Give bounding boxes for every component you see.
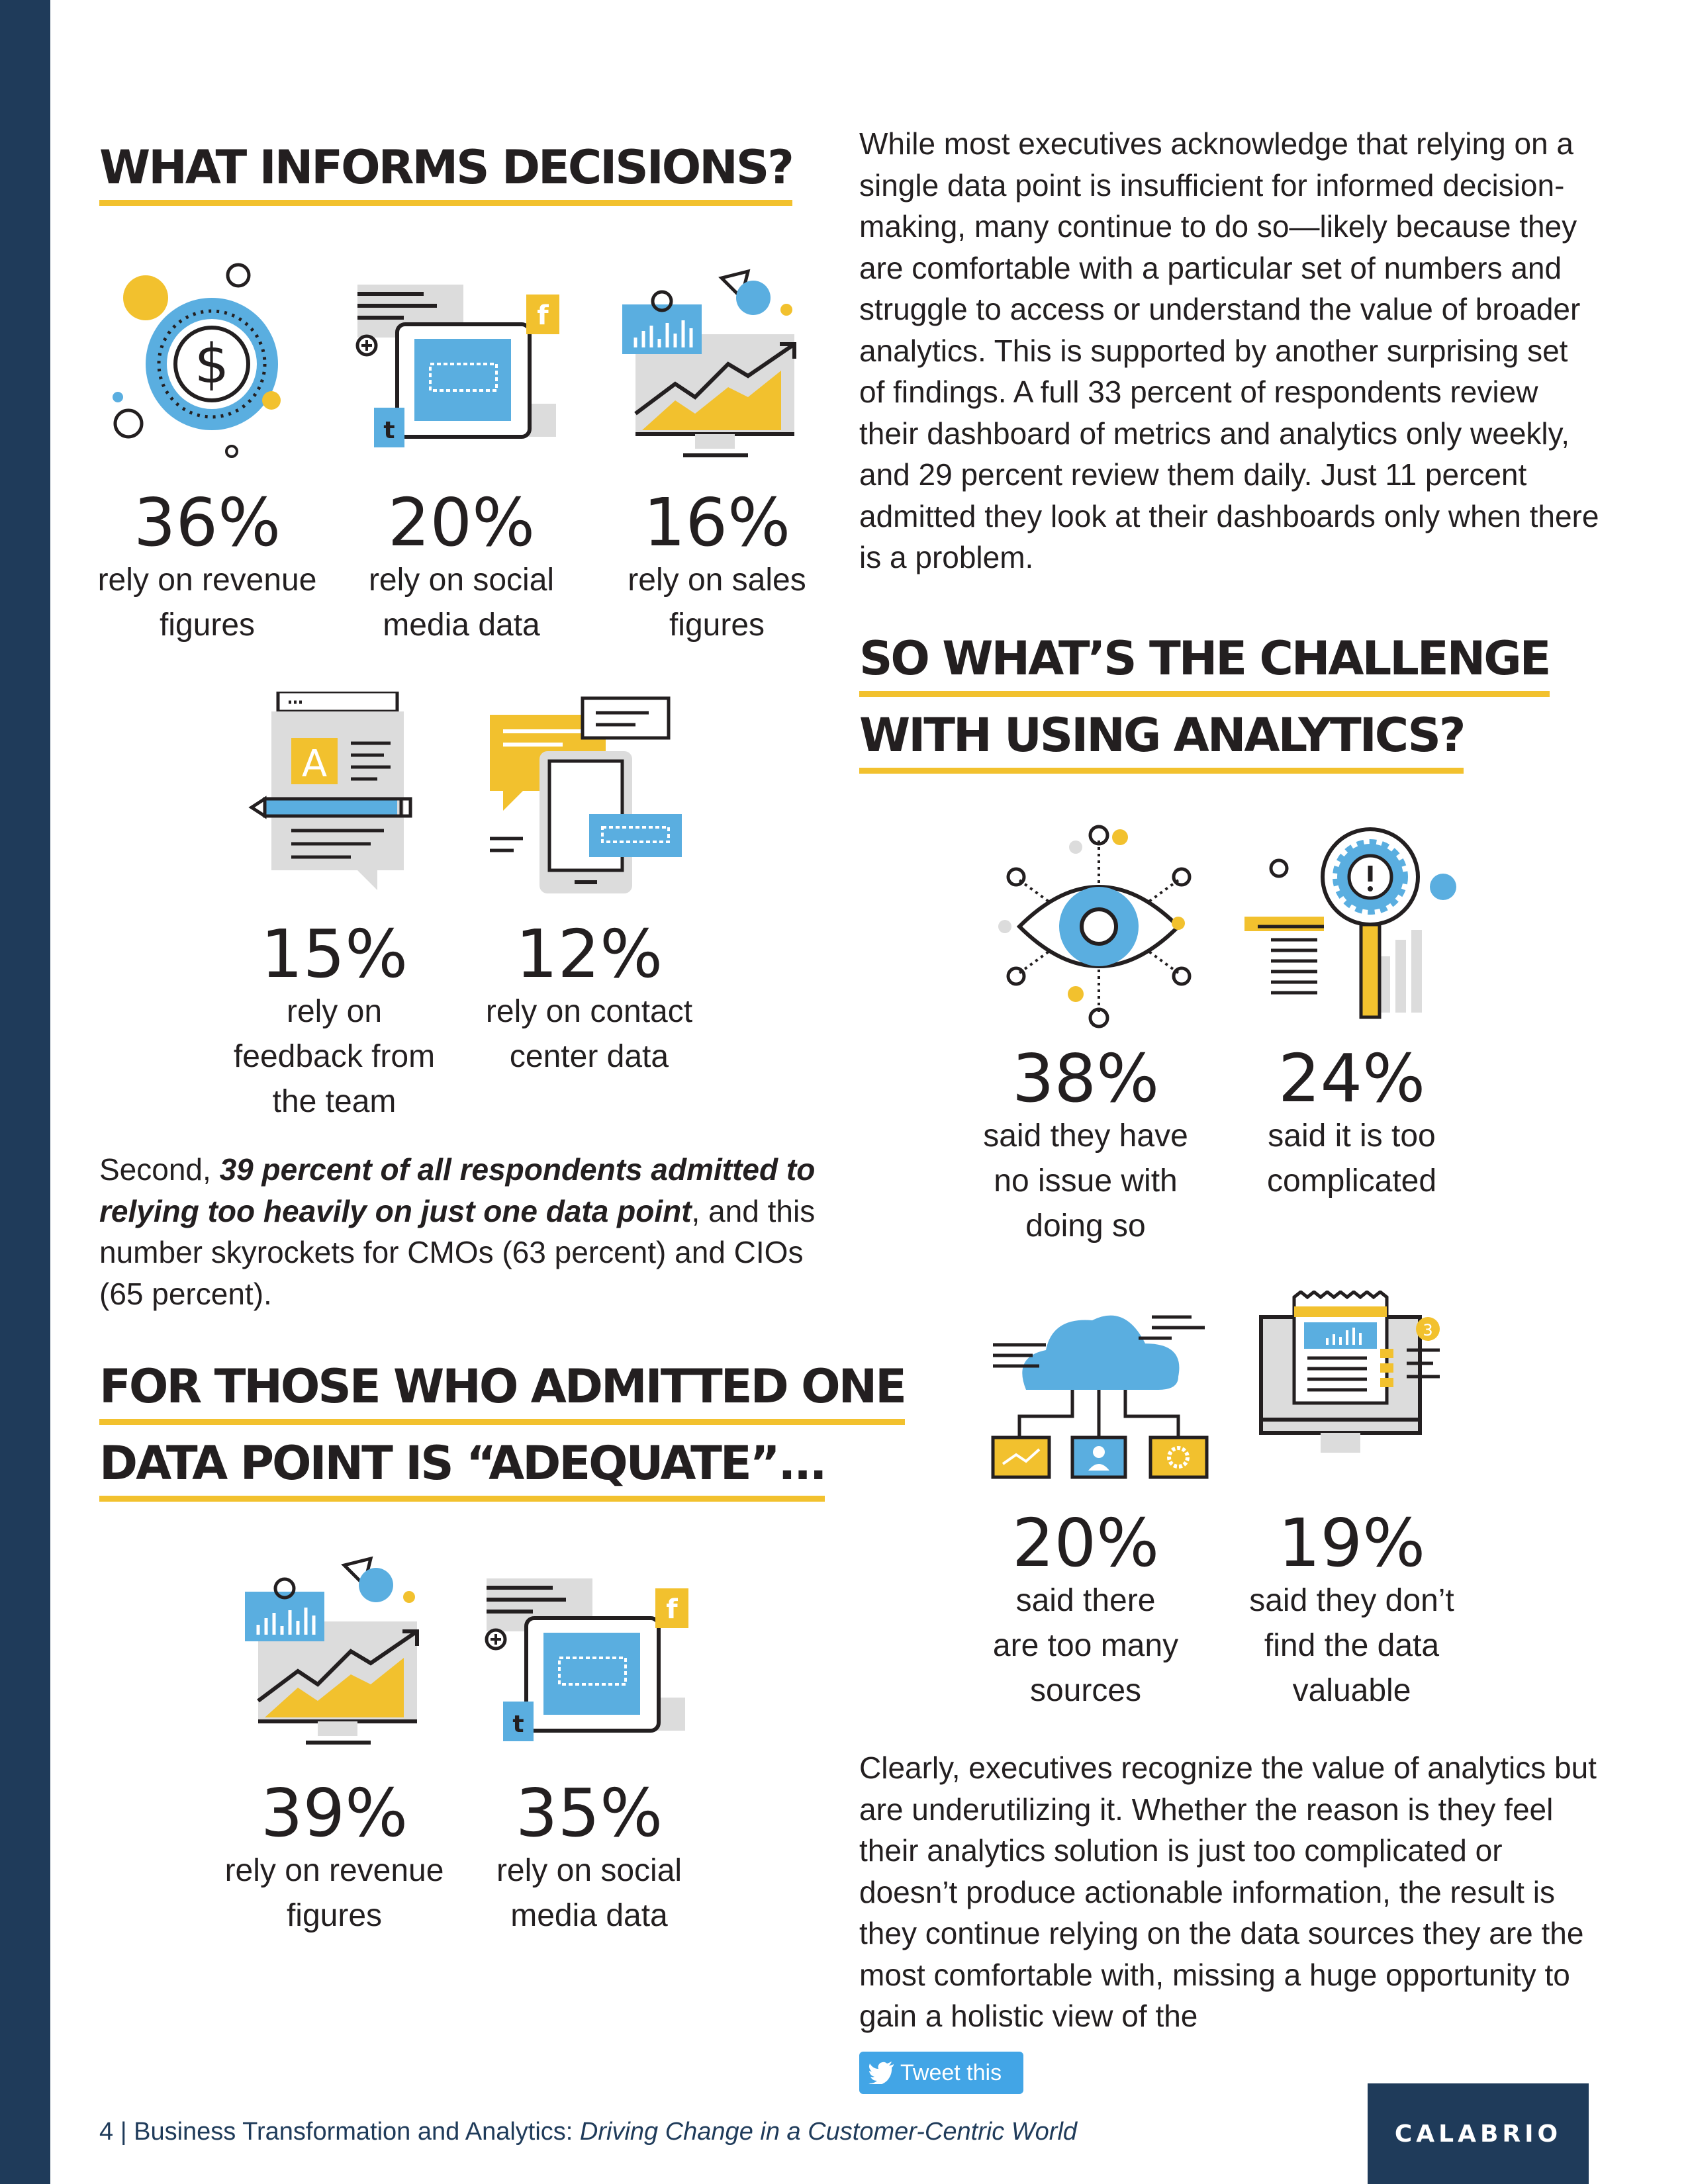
heading-adequate-line1: FOR THOSE WHO ADMITTED ONE xyxy=(99,1363,905,1425)
sales-chart-monitor-icon xyxy=(245,1552,437,1751)
stat-caption-line: the team xyxy=(272,1084,397,1119)
heading-challenge-line2: WITH USING ANALYTICS? xyxy=(859,712,1464,774)
stat-percent: 19% xyxy=(1278,1504,1426,1582)
cloud-sources-icon xyxy=(986,1291,1211,1482)
stat-caption-line: said it is too xyxy=(1268,1118,1436,1154)
stat-caption-line: valuable xyxy=(1292,1673,1411,1708)
stat-adequate-social xyxy=(470,1774,708,1936)
heading-adequate-line2: DATA POINT IS “ADEQUATE”... xyxy=(99,1440,825,1502)
stat-caption-line: are too many xyxy=(992,1628,1179,1663)
stat-too-complicated xyxy=(1233,1040,1471,1202)
footer-page-title: 4 | Business Transformation and Analytics: xyxy=(99,2118,580,2146)
stat-too-many-sources xyxy=(966,1504,1205,1711)
stat-revenue xyxy=(88,484,326,646)
svg-text:t: t xyxy=(512,1711,524,1738)
stat-caption-line: sources xyxy=(1029,1673,1142,1708)
page-footer xyxy=(99,2118,1077,2146)
logo-text: CALABRIO xyxy=(1394,2120,1562,2148)
stat-caption-line: said they don’t xyxy=(1249,1583,1454,1618)
contact-center-phone-icon xyxy=(490,692,688,897)
stat-caption-line: figures xyxy=(159,608,256,643)
stat-percent: 39% xyxy=(260,1774,408,1852)
side-bar xyxy=(0,0,50,2184)
feedback-document-icon xyxy=(245,692,430,897)
stat-caption-line: find the data xyxy=(1264,1628,1440,1663)
paragraph-second xyxy=(99,1149,834,1314)
eye-network-icon xyxy=(993,821,1205,1032)
stat-caption-line: said they have xyxy=(983,1118,1188,1154)
tweet-button[interactable] xyxy=(859,2052,1023,2094)
stat-caption-line: figures xyxy=(669,608,765,643)
svg-text:f: f xyxy=(537,300,549,331)
stat-social xyxy=(342,484,581,646)
stat-caption-line: media data xyxy=(383,608,540,643)
stat-caption-line: rely on social xyxy=(368,563,555,598)
stat-caption-line: center data xyxy=(509,1039,669,1074)
stat-caption-line: rely on sales xyxy=(628,563,806,598)
stat-caption-line: rely on revenue xyxy=(97,563,317,598)
paragraph-right-top: While most executives acknowledge that relying on a single data point is insufficient for informed decision-making, many continue to do so—likely because they are comfortable with a particular set of numbers and struggle to access or understand the value of broader analytics. This is supported by another surprising set of findings. A full 33 percent of respondents review their dashboard of metrics and analytics only weekly, and 29 percent review them daily. Just 11 percent admitted they look at their dashboards only when there is a problem. xyxy=(859,126,1599,574)
magnifier-gear-icon xyxy=(1244,821,1456,1032)
stat-percent: 20% xyxy=(387,484,536,561)
stat-adequate-revenue xyxy=(215,1774,453,1936)
stat-caption-line: said there xyxy=(1015,1583,1156,1618)
stat-percent: 38% xyxy=(1011,1040,1160,1117)
paragraph-right-bottom: Clearly, executives recognize the value of analytics but are underutilizing it. Whether the reason is they feel their analytics solution is just too complicated or doesn’t produce actionable information, the result is they continue relying on the data sources they are the most comfortable with, missing a huge opportunity to gain a holistic view of the xyxy=(859,1751,1597,2033)
stat-percent: 24% xyxy=(1278,1040,1426,1117)
stat-caption-line: rely on social xyxy=(496,1853,682,1888)
svg-text:t: t xyxy=(383,417,395,444)
svg-text:$: $ xyxy=(194,333,230,396)
stat-caption-line: rely on contact xyxy=(485,994,693,1029)
calabrio-logo xyxy=(1368,2083,1589,2184)
paragraph-text: , and this number skyrockets for CMOs (63 percent) and CIOs (65 percent). xyxy=(99,1193,816,1311)
stat-caption-line: rely on xyxy=(286,994,383,1029)
stat-feedback xyxy=(215,915,453,1122)
svg-text:f: f xyxy=(666,1594,678,1625)
heading-challenge-line1: SO WHAT’S THE CHALLENGE xyxy=(859,635,1550,697)
dollar-coin-icon xyxy=(106,258,305,463)
social-tablet-icon xyxy=(480,1578,692,1751)
stat-percent: 12% xyxy=(515,915,663,993)
svg-text:A: A xyxy=(301,743,328,786)
stat-caption-line: no issue with xyxy=(994,1163,1178,1199)
heading-informs: WHAT INFORMS DECISIONS? xyxy=(99,144,792,206)
paragraph-emphasis: 39 percent of all respondents admitted to relying too heavily on just one data point xyxy=(99,1152,816,1228)
twitter-bird-icon xyxy=(868,2062,895,2084)
stat-caption-line: rely on revenue xyxy=(224,1853,444,1888)
social-tablet-icon xyxy=(351,285,563,457)
stat-percent: 35% xyxy=(515,1774,663,1852)
svg-text:3: 3 xyxy=(1423,1321,1433,1340)
stat-percent: 15% xyxy=(260,915,408,993)
paragraph-text: Second, xyxy=(99,1152,220,1187)
stat-no-issue xyxy=(966,1040,1205,1247)
tweet-label: Tweet this xyxy=(900,2060,1002,2085)
stat-sales xyxy=(598,484,836,646)
stat-percent: 16% xyxy=(643,484,791,561)
footer-subtitle: Driving Change in a Customer-Centric World xyxy=(579,2118,1078,2146)
stat-caption-line: doing so xyxy=(1025,1208,1146,1244)
stat-contact-center xyxy=(470,915,708,1077)
stat-percent: 36% xyxy=(133,484,281,561)
stat-not-valuable xyxy=(1233,1504,1471,1711)
stat-caption-line: feedback from xyxy=(233,1039,436,1074)
stat-caption-line: complicated xyxy=(1266,1163,1437,1199)
stat-percent: 20% xyxy=(1011,1504,1160,1582)
stat-caption-line: media data xyxy=(510,1898,668,1933)
sales-chart-monitor-icon xyxy=(622,265,814,463)
stat-caption-line: figures xyxy=(286,1898,383,1933)
report-monitor-icon xyxy=(1254,1291,1453,1482)
